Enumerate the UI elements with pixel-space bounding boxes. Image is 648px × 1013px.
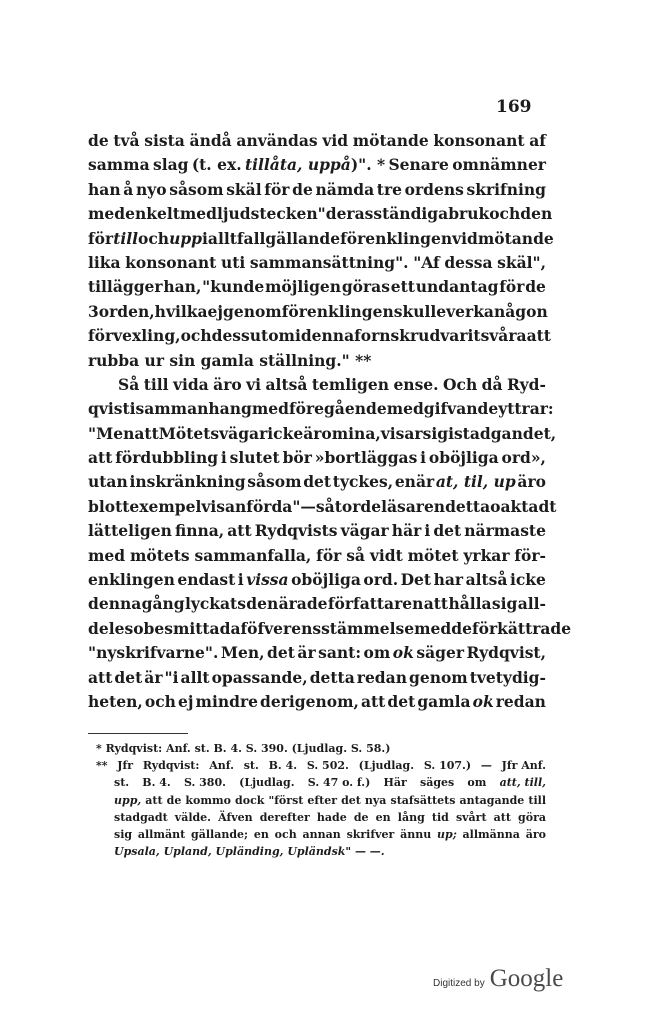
- footnote-line: upp, att de kommo dock "först efter det nya stafsättets antagande till: [114, 793, 546, 807]
- text-line: utan inskränkning såsom det tyckes, enär at, til, up äro: [88, 472, 546, 492]
- text-line: lätteligen finna, att Rydqvists vägar här i det närmaste: [88, 521, 546, 541]
- text-line: 3 orden, hvilka ej genom förenklingen skulle verka någon: [88, 301, 548, 321]
- text-line: blott exempelvis anförda" — så torde läsaren detta oaktadt: [88, 496, 557, 516]
- text-line: denna gång lyckats den ärade författaren att hålla sig all-: [88, 594, 546, 614]
- text-line: lika konsonant uti sammansättning". "Af dessa skäl",: [88, 252, 546, 272]
- text-line: qvist i sammanhang med föregående medgifvande yttrar:: [88, 399, 554, 419]
- text-line: "Men att Mötets vägar icke äro mina, visar sig i stadgandet,: [88, 423, 557, 443]
- footnote-line: st. B. 4. S. 380. (Ljudlag. S. 47 o. f.) Här säges om att, till,: [114, 776, 546, 790]
- footnote-line: sig allmänt gällande; en och annan skrifver ännu up; allmänna äro: [114, 827, 546, 841]
- page-number: 169: [496, 97, 532, 117]
- digitized-by-watermark: [433, 965, 563, 993]
- footnotes: [96, 740, 546, 860]
- text-line: att fördubbling i slutet bör »bortläggas i oböjliga ord»,: [88, 448, 546, 468]
- text-line: han å nyo såsom skäl för de nämda tre ordens skrifning: [88, 179, 546, 199]
- watermark-prefix: Digitized by: [433, 978, 485, 989]
- text-line: tillägger han, "kunde möjligen göras ett undantag för de: [88, 277, 546, 297]
- body-text: [88, 129, 572, 714]
- text-line: för till och upp i allt fall gällande förenklingen vid mötande: [88, 228, 554, 248]
- watermark-brand: Google: [489, 965, 564, 992]
- text-line: Så till vida äro vi altså temligen ense. Och då Ryd-: [118, 374, 546, 394]
- text-line: med enkelt medljudstecken "deras ständiga bruk och den: [88, 204, 553, 224]
- text-line: samma slag (t. ex. tillåta, uppå)". * Senare omnämner: [88, 155, 546, 175]
- footnote-line: stadgadt välde. Äfven derefter hade de en lång tid svårt att göra: [114, 810, 546, 824]
- text-line: rubba ur sin gamla ställning." **: [88, 350, 372, 370]
- text-line: de två sista ändå användas vid mötande konsonant af: [88, 131, 546, 150]
- text-line: att det är "i allt opassande, detta redan genom tvetydig-: [88, 667, 546, 687]
- text-line: förvexling, och dessutom i denna fornskrud varit svåra att: [88, 326, 551, 346]
- text-line: med mötets sammanfalla, för så vidt mötet yrkar för-: [88, 545, 546, 565]
- footnote-line: Upsala, Upland, Upländing, Upländsk" — —.: [114, 845, 385, 859]
- text-line: heten, och ej mindre derigenom, att det gamla ok redan: [88, 691, 546, 711]
- footnote-divider: [88, 733, 188, 734]
- text-line: enklingen endast i vissa oböjliga ord. Det har altså icke: [88, 570, 546, 590]
- footnote-2: ** Jfr Rydqvist: Anf. st. B. 4. S. 502. (Ljudlag. S. 107.) — Jfr Anf.: [96, 759, 546, 773]
- text-line: "nyskrifvarne". Men, det är sant: om ok säger Rydqvist,: [88, 643, 546, 663]
- footnote-1: * Rydqvist: Anf. st. B. 4. S. 390. (Ljudlag. S. 58.): [96, 742, 391, 755]
- text-line: deles obesmittad af öfverensstämmelse med de förkättrade: [88, 618, 572, 638]
